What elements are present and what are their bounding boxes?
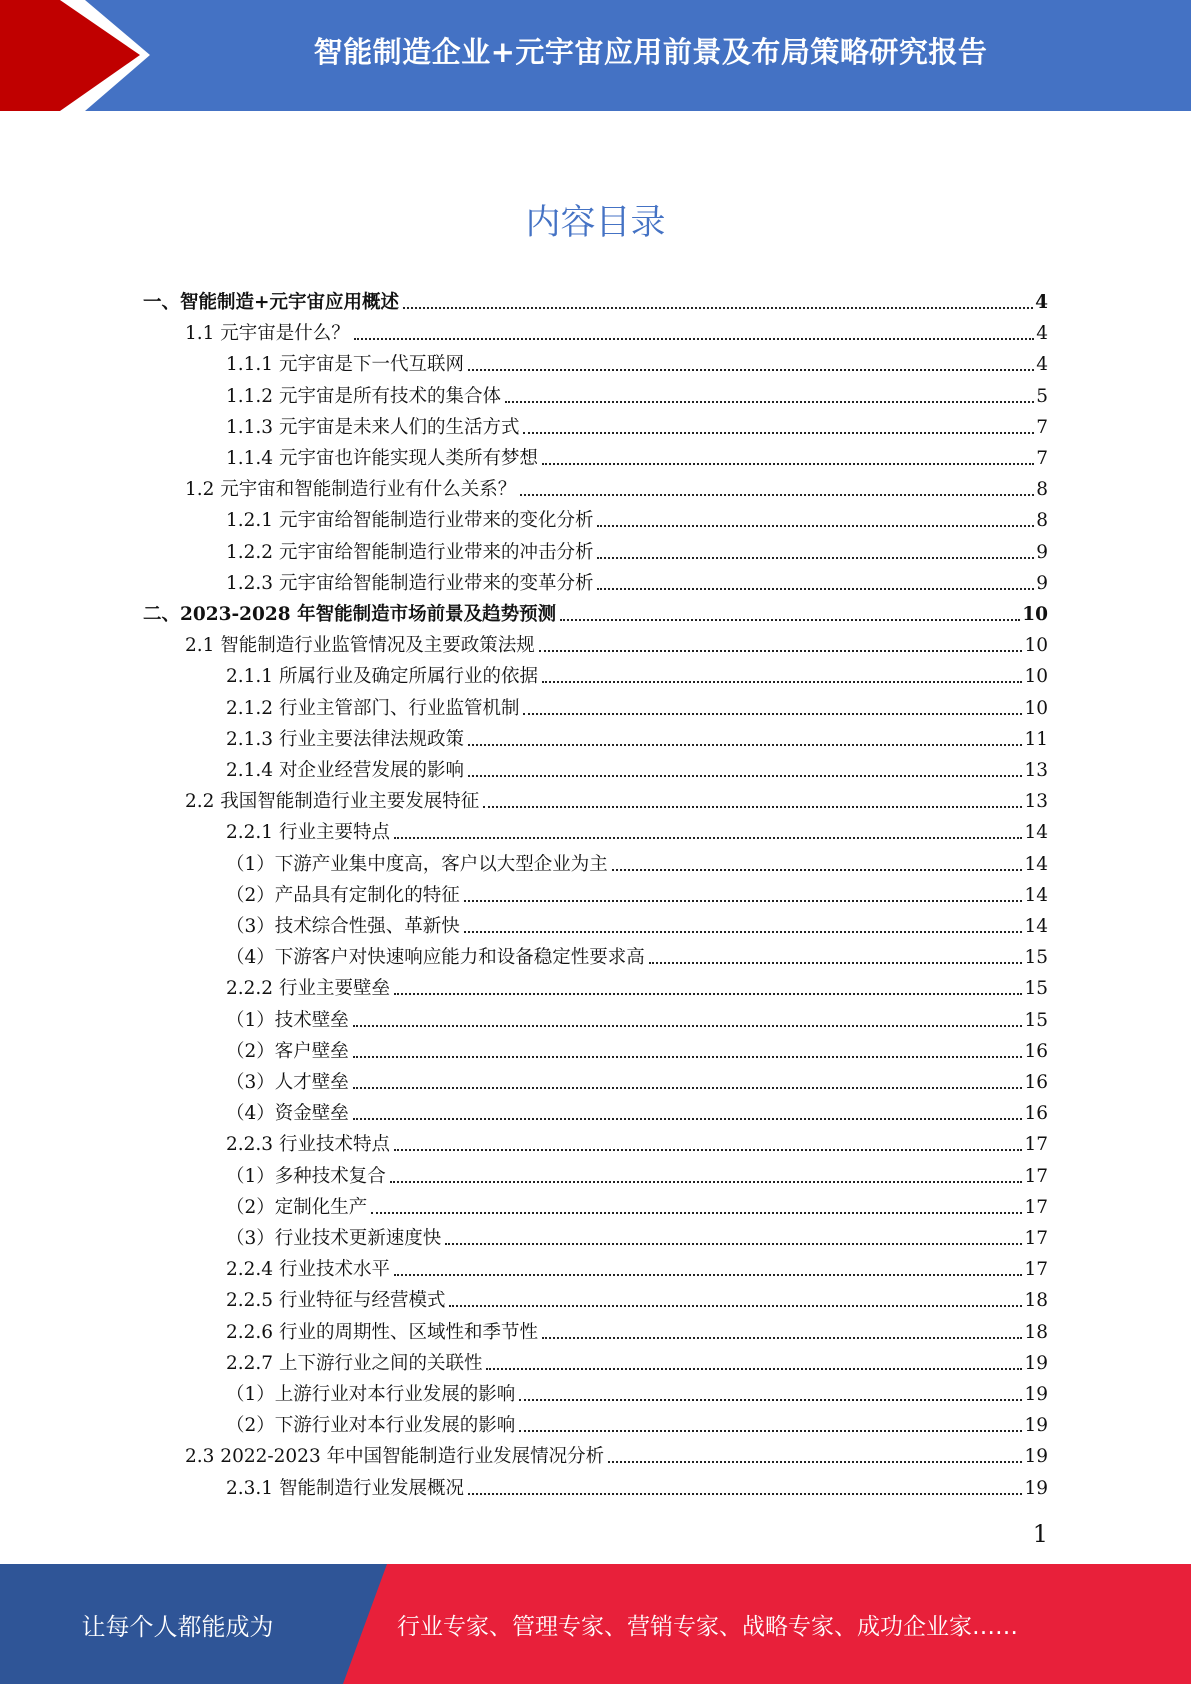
toc-entry-page: 8 <box>1036 510 1048 532</box>
toc-entry[interactable] <box>185 470 1048 501</box>
toc-entry[interactable] <box>226 1063 1048 1094</box>
toc-entry-page: 10 <box>1024 666 1048 688</box>
toc-entry-label: （1）技术壁垒 <box>226 1009 349 1031</box>
toc-entry-page: 7 <box>1036 448 1048 469</box>
toc-entry-page: 19 <box>1024 1352 1048 1374</box>
toc-entry[interactable] <box>226 1250 1048 1281</box>
toc-entry-label: 1.1.1 元宇宙是下一代互联网 <box>226 354 464 376</box>
toc-dot-leader <box>519 1399 1022 1401</box>
toc-entry-page: 8 <box>1036 479 1048 501</box>
toc-entry[interactable] <box>226 439 1048 470</box>
toc-entry[interactable] <box>226 533 1048 564</box>
toc-entry-label: 1.1 元宇宙是什么？ <box>185 323 350 345</box>
toc-entry-page: 4 <box>1035 292 1048 313</box>
toc-entry-page: 14 <box>1024 916 1048 937</box>
toc-entry[interactable] <box>226 1157 1048 1188</box>
toc-dot-leader <box>445 1243 1022 1245</box>
toc-entry[interactable] <box>226 1344 1048 1375</box>
toc-entry-label: （2）下游行业对本行业发展的影响 <box>226 1415 516 1437</box>
toc-dot-leader <box>394 1149 1022 1151</box>
toc-entry-page: 18 <box>1024 1290 1048 1312</box>
toc-dot-leader <box>523 713 1022 715</box>
toc-entry[interactable] <box>143 283 1048 314</box>
toc-entry[interactable] <box>226 720 1048 751</box>
toc-entry-page: 10 <box>1022 604 1048 625</box>
toc-entry-label: 2.3 2022-2023 年中国智能制造行业发展情况分析 <box>185 1446 605 1468</box>
toc-dot-leader <box>597 525 1034 527</box>
toc-entry-label: 2.1.2 行业主管部门、行业监管机制 <box>226 697 520 719</box>
toc-entry-label: 1.2.3 元宇宙给智能制造行业带来的变革分析 <box>226 572 594 594</box>
toc-entry-label: （3）人才壁垒 <box>226 1072 349 1093</box>
toc-entry-label: （1）多种技术复合 <box>226 1165 386 1187</box>
toc-entry-label: 2.1 智能制造行业监管情况及主要政策法规 <box>185 635 535 657</box>
toc-entry-page: 17 <box>1024 1134 1048 1156</box>
toc-entry[interactable] <box>226 1001 1048 1032</box>
toc-entry-page: 16 <box>1024 1040 1048 1062</box>
toc-entry-page: 17 <box>1024 1259 1048 1281</box>
toc-entry[interactable] <box>185 314 1048 345</box>
toc-entry[interactable] <box>226 1313 1048 1344</box>
toc-entry-page: 16 <box>1024 1072 1048 1093</box>
toc-entry[interactable] <box>226 813 1048 844</box>
toc-entry[interactable] <box>226 1281 1048 1312</box>
toc-entry-page: 14 <box>1024 884 1048 906</box>
toc-entry-page: 15 <box>1024 947 1048 969</box>
toc-entry-label: 1.2.1 元宇宙给智能制造行业带来的变化分析 <box>226 510 594 532</box>
toc-entry-page: 19 <box>1024 1384 1048 1405</box>
report-footer <box>0 1564 1191 1684</box>
toc-dot-leader <box>483 806 1022 808</box>
toc-entry[interactable] <box>226 1094 1048 1125</box>
toc-entry-label: （1）上游行业对本行业发展的影响 <box>226 1384 516 1405</box>
toc-dot-leader <box>505 401 1034 403</box>
toc-entry-label: 2.1.1 所属行业及确定所属行业的依据 <box>226 666 538 688</box>
toc-entry[interactable] <box>226 907 1048 938</box>
toc-entry-page: 10 <box>1024 635 1048 657</box>
report-header <box>0 0 1191 111</box>
page-number: 1 <box>1032 1520 1048 1548</box>
toc-entry-label: 2.3.1 智能制造行业发展概况 <box>226 1477 464 1499</box>
toc-entry-label: 2.2.4 行业技术水平 <box>226 1259 390 1281</box>
toc-dot-leader <box>394 993 1022 995</box>
toc-entry-page: 17 <box>1024 1196 1048 1218</box>
toc-dot-leader <box>464 900 1023 902</box>
toc-entry[interactable] <box>226 1188 1048 1219</box>
toc-entry-label: （2）客户壁垒 <box>226 1040 349 1062</box>
toc-dot-leader <box>542 463 1034 465</box>
toc-entry[interactable] <box>226 657 1048 688</box>
toc-entry[interactable] <box>143 595 1048 626</box>
toc-entry[interactable] <box>226 1469 1048 1500</box>
toc-dot-leader <box>354 338 1034 340</box>
toc-entry[interactable] <box>226 1219 1048 1250</box>
toc-entry-label: （1）下游产业集中度高，客户以大型企业为主 <box>226 853 608 875</box>
toc-entry-label: 2.2 我国智能制造行业主要发展特征 <box>185 791 480 813</box>
toc-dot-leader <box>371 1212 1022 1214</box>
toc-dot-leader <box>468 744 1022 746</box>
toc-entry-page: 9 <box>1036 572 1048 594</box>
toc-entry-label: 2.2.5 行业特征与经营模式 <box>226 1290 446 1312</box>
toc-entry-label: 二、2023-2028 年智能制造市场前景及趋势预测 <box>143 604 557 625</box>
toc-entry[interactable] <box>185 1437 1048 1468</box>
toc-dot-leader <box>519 1430 1022 1432</box>
toc-entry-label: 一、智能制造+元宇宙应用概述 <box>143 292 400 313</box>
toc-entry-page: 19 <box>1024 1477 1048 1499</box>
toc-entry-label: （2）产品具有定制化的特征 <box>226 884 460 906</box>
toc-entry-page: 19 <box>1024 1415 1048 1437</box>
toc-entry-label: 1.1.2 元宇宙是所有技术的集合体 <box>226 385 501 407</box>
toc-dot-leader <box>542 681 1022 683</box>
toc-entry-label: 2.2.2 行业主要壁垒 <box>226 978 390 1000</box>
toc-entry-page: 18 <box>1024 1321 1048 1343</box>
toc-dot-leader <box>353 1087 1023 1089</box>
toc-entry[interactable] <box>226 751 1048 782</box>
toc-entry-page: 17 <box>1024 1165 1048 1187</box>
toc-entry[interactable] <box>226 689 1048 720</box>
toc-entry-page: 14 <box>1024 822 1048 844</box>
toc-entry[interactable] <box>185 782 1048 813</box>
toc-entry-label: 1.2 元宇宙和智能制造行业有什么关系？ <box>185 479 517 501</box>
toc-dot-leader <box>612 869 1023 871</box>
toc-entry-page: 17 <box>1024 1228 1048 1249</box>
toc-entry-page: 4 <box>1036 323 1048 345</box>
toc-dot-leader <box>403 307 1033 309</box>
toc-entry-page: 14 <box>1024 853 1048 875</box>
toc-entry-page: 9 <box>1036 541 1048 563</box>
toc-entry-label: 1.2.2 元宇宙给智能制造行业带来的冲击分析 <box>226 541 594 563</box>
footer-slogan-left: 让每个人都能成为 <box>81 1612 274 1641</box>
toc-entry-page: 7 <box>1036 416 1048 438</box>
toc-dot-leader <box>486 1368 1022 1370</box>
toc-entry-label: 2.1.4 对企业经营发展的影响 <box>226 760 464 781</box>
toc-dot-leader <box>520 494 1034 496</box>
toc-entry-label: （4）资金壁垒 <box>226 1103 349 1125</box>
toc-entry[interactable] <box>226 1032 1048 1063</box>
toc-dot-leader <box>649 962 1023 964</box>
toc-entry[interactable] <box>226 1375 1048 1406</box>
report-title: 智能制造企业+元宇宙应用前景及布局策略研究报告 <box>313 34 988 69</box>
toc-dot-leader <box>394 1274 1022 1276</box>
toc-entry-label: 1.1.3 元宇宙是未来人们的生活方式 <box>226 416 520 438</box>
footer-slogan-right: 行业专家、管理专家、营销专家、战略专家、成功企业家…… <box>397 1613 1018 1640</box>
toc-entry-label: （3）行业技术更新速度快 <box>226 1228 442 1249</box>
toc-dot-leader <box>468 369 1034 371</box>
toc-entry-page: 15 <box>1024 1009 1048 1031</box>
toc-entry-label: 2.1.3 行业主要法律法规政策 <box>226 728 464 750</box>
toc-dot-leader <box>353 1025 1023 1027</box>
toc-entry[interactable] <box>226 1125 1048 1156</box>
toc-entry[interactable] <box>185 626 1048 657</box>
toc-dot-leader <box>468 775 1022 777</box>
toc-entry-label: 1.1.4 元宇宙也许能实现人类所有梦想 <box>226 448 538 469</box>
toc-entry[interactable] <box>226 876 1048 907</box>
toc-dot-leader <box>449 1305 1022 1307</box>
toc-dot-leader <box>464 931 1023 933</box>
toc-entry[interactable] <box>226 564 1048 595</box>
toc-entry[interactable] <box>226 345 1048 376</box>
toc-entry-page: 19 <box>1024 1446 1048 1468</box>
toc-entry[interactable] <box>226 969 1048 1000</box>
toc-dot-leader <box>608 1461 1022 1463</box>
toc-entry[interactable] <box>226 408 1048 439</box>
toc-entry-page: 13 <box>1024 760 1048 781</box>
toc-dot-leader <box>539 650 1023 652</box>
toc-entry[interactable] <box>226 938 1048 969</box>
toc-heading: 内容目录 <box>525 203 666 243</box>
toc-entry[interactable] <box>226 501 1048 532</box>
toc-entry-label: （3）技术综合性强、革新快 <box>226 916 460 937</box>
toc-entry-label: 2.2.1 行业主要特点 <box>226 822 390 844</box>
toc-entry-page: 5 <box>1036 385 1048 407</box>
toc-dot-leader <box>560 619 1020 621</box>
toc-dot-leader <box>394 837 1022 839</box>
toc-entry-page: 13 <box>1024 791 1048 813</box>
toc-entry-page: 4 <box>1036 354 1048 376</box>
toc-dot-leader <box>542 1337 1022 1339</box>
toc-entry-page: 10 <box>1024 697 1048 719</box>
toc-dot-leader <box>390 1181 1023 1183</box>
toc-dot-leader <box>353 1056 1023 1058</box>
toc-entry-label: 2.2.7 上下游行业之间的关联性 <box>226 1352 483 1374</box>
toc-entry-label: （2）定制化生产 <box>226 1196 368 1218</box>
toc-entry-page: 16 <box>1024 1103 1048 1125</box>
toc-entry-label: （4）下游客户对快速响应能力和设备稳定性要求高 <box>226 947 645 969</box>
toc-entry-label: 2.2.3 行业技术特点 <box>226 1134 390 1156</box>
toc-entry[interactable] <box>226 377 1048 408</box>
toc-entry[interactable] <box>226 1406 1048 1437</box>
toc-entry[interactable] <box>226 845 1048 876</box>
toc-entry-label: 2.2.6 行业的周期性、区域性和季节性 <box>226 1321 538 1343</box>
toc-entry-page: 11 <box>1024 728 1048 750</box>
toc-entry-page: 15 <box>1024 978 1048 1000</box>
toc-dot-leader <box>523 432 1034 434</box>
toc-dot-leader <box>597 557 1034 559</box>
toc-dot-leader <box>597 588 1034 590</box>
toc-dot-leader <box>468 1493 1022 1495</box>
toc-dot-leader <box>353 1118 1023 1120</box>
